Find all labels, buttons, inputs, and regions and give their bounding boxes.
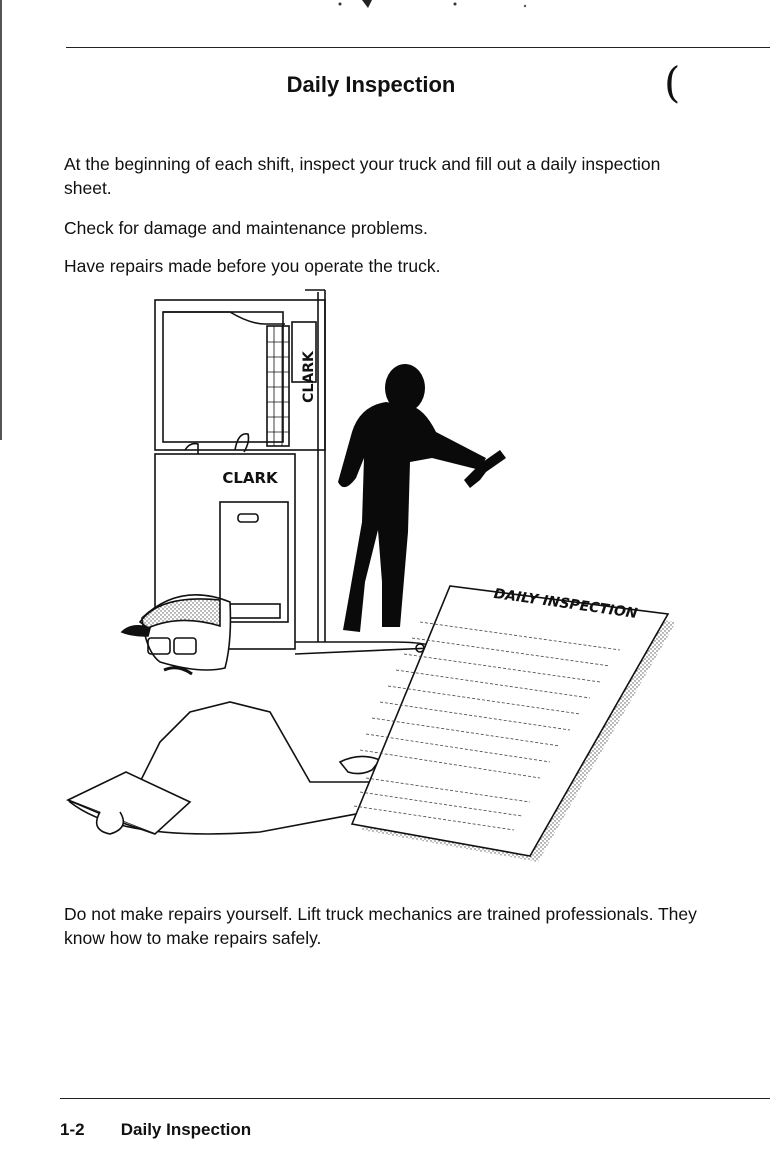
page-footer (60, 1120, 251, 1140)
page-number: 1-2 (60, 1120, 85, 1139)
footer-section-title: Daily Inspection (120, 1120, 252, 1139)
inspection-sheet (352, 586, 676, 862)
sheet-title: DAILY INSPECTION (492, 586, 639, 623)
check-paragraph: Check for damage and maintenance problems. (64, 218, 428, 238)
intro-paragraph: At the beginning of each shift, inspect your truck and fill out a daily inspection sheet. (64, 154, 661, 198)
scan-edge (0, 0, 2, 440)
scan-specks (0, 0, 770, 12)
truck-brand-lower: CLARK (222, 469, 278, 487)
footer-rule (60, 1098, 770, 1099)
repairs-paragraph: Have repairs made before you operate the truck. (64, 256, 441, 276)
page-title: Daily Inspection (286, 72, 456, 97)
header-rule (66, 47, 770, 48)
inspection-illustration (60, 282, 700, 882)
warning-paragraph: Do not make repairs yourself. Lift truck mechanics are trained professionals. They know how to make repairs safely. (64, 904, 697, 948)
binding-mark: ( (664, 58, 681, 107)
truck-brand-upper: CLARK (301, 351, 317, 403)
